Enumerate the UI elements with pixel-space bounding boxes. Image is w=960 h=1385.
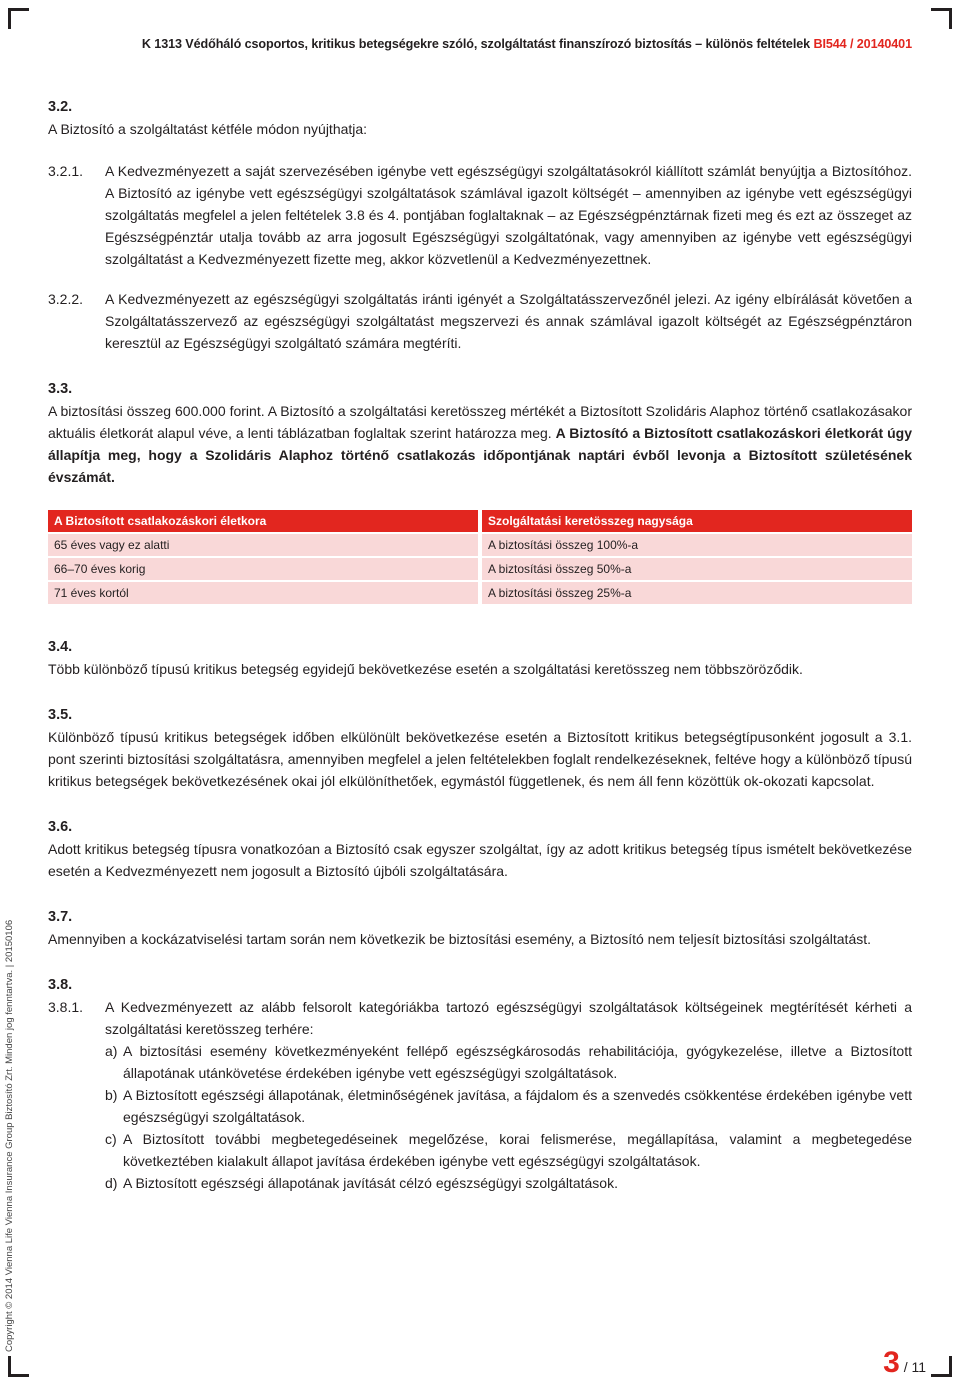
list-item-label: c) bbox=[105, 1131, 117, 1147]
section-3-6-number: 3.6. bbox=[48, 819, 73, 835]
copyright-notice: Copyright © 2014 Vienna Life Vienna Insurance Group Biztosító Zrt. Minden jog fenntartva. | 20150106 bbox=[4, 919, 15, 1352]
list-item-text: A Biztosított egészségi állapotának, életminőségének javítása, a fájdalom és a szenvedés csökkentése érdekében igénybe vett egészségügyi szolgáltatások. bbox=[123, 1087, 912, 1125]
subsection-3-2-2 bbox=[48, 288, 912, 354]
list-item-label: d) bbox=[105, 1175, 118, 1191]
table-cell-amount: A biztosítási összeg 50%-a bbox=[482, 558, 912, 580]
table-row bbox=[48, 582, 912, 604]
section-3-2-number: 3.2. bbox=[48, 99, 73, 115]
list-item bbox=[105, 1040, 912, 1084]
table-header-amount: Szolgáltatási keretösszeg nagysága bbox=[482, 510, 912, 532]
page-header bbox=[48, 37, 912, 51]
subsection-3-2-1 bbox=[48, 160, 912, 270]
list-item-text: A Biztosított további megbetegedéseinek megelőzése, korai felismerése, megállapítása, valamint a megbetegedése következtében kialakult állapot javítása érdekében igénybe vett egészségügyi szolgáltatások. bbox=[123, 1131, 912, 1169]
page-current: 3 bbox=[883, 1346, 900, 1379]
section-3-7-number: 3.7. bbox=[48, 909, 73, 925]
section-3-5-number: 3.5. bbox=[48, 707, 73, 723]
section-3-3-bold: A Biztosító a Biztosított csatlakozáskori életkorát úgy állapítja meg, hogy a Szolidáris Alaphoz történő csatlakozás időpontjának naptári évből levonja a Biztosított születésének évszámát. bbox=[48, 425, 912, 485]
section-3-2-intro: A Biztosító a szolgáltatást kétféle módon nyújthatja: bbox=[48, 121, 368, 137]
crop-mark-top-left bbox=[8, 8, 29, 29]
service-category-list bbox=[105, 1040, 912, 1194]
subsection-3-8-1 bbox=[48, 996, 912, 1040]
section-3-3-plain: A biztosítási összeg 600.000 forint. A Biztosító a szolgáltatási keretösszeg mértékét a Biztosított Szolidáris Alaphoz történő csatlakozásakor aktuális életkorát alapul véve, a lenti táblázatban foglaltak szerint határozza meg. bbox=[48, 403, 912, 441]
page-number bbox=[883, 1346, 926, 1380]
page-total: / 11 bbox=[903, 1359, 926, 1375]
list-item bbox=[105, 1172, 912, 1194]
table-cell-amount: A biztosítási összeg 100%-a bbox=[482, 534, 912, 556]
section-3-5-text: Különböző típusú kritikus betegségek időben elkülönült bekövetkezése esetén a Biztosított kritikus betegségtípusonként jogosult a 3.1. pont szerinti biztosítási szolgáltatásra, amennyiben megfelel a jelen feltételekben foglalt rendelkezéseknek, feltéve hogy a különböző típusú kritikus betegségek bekövetkezésének okai jól elkülöníthetőek, egymástól függetlenek, és nem áll fenn közöttük ok-okozati kapcsolat. bbox=[48, 729, 912, 789]
header-code: BI544 / 20140401 bbox=[813, 37, 912, 51]
subsection-number: 3.8.1. bbox=[48, 999, 84, 1015]
table-cell-age: 65 éves vagy ez alatti bbox=[48, 534, 478, 556]
section-3-6-text: Adott kritikus betegség típusra vonatkozóan a Biztosító csak egyszer szolgáltat, így az adott kritikus betegség típus ismételt bekövetkezése esetén a Kedvezményezett nem jogosult a Biztosító újbóli szolgáltatására. bbox=[48, 841, 912, 879]
section-3-3-text bbox=[48, 400, 912, 488]
subsection-number: 3.2.1. bbox=[48, 163, 84, 179]
table-cell-age: 66–70 éves korig bbox=[48, 558, 478, 580]
list-item-text: A biztosítási esemény következményeként fellépő egészségkárosodás rehabilitációja, gyógykezelése, illetve a Biztosított állapotának utánkövetése érdekében igénybe vett egészségügyi szolgáltatások. bbox=[123, 1043, 912, 1081]
crop-mark-top-right bbox=[931, 8, 952, 29]
list-item bbox=[105, 1084, 912, 1128]
section-3-7-text: Amennyiben a kockázatviselési tartam során nem következik be biztosítási esemény, a Biztosító nem teljesít biztosítási szolgáltatást. bbox=[48, 931, 872, 947]
table-cell-amount: A biztosítási összeg 25%-a bbox=[482, 582, 912, 604]
benefit-table bbox=[48, 508, 912, 606]
table-row bbox=[48, 534, 912, 556]
list-item-label: a) bbox=[105, 1043, 118, 1059]
table-cell-age: 71 éves kortól bbox=[48, 582, 478, 604]
document-body bbox=[48, 96, 912, 1194]
crop-mark-bottom-right bbox=[931, 1356, 952, 1377]
section-3-8-number: 3.8. bbox=[48, 977, 73, 993]
subsection-number: 3.2.2. bbox=[48, 291, 84, 307]
list-item-text: A Biztosított egészségi állapotának javítását célzó egészségügyi szolgáltatások. bbox=[123, 1175, 618, 1191]
subsection-text: A Kedvezményezett a saját szervezésében igénybe vett egészségügyi szolgáltatásokról kiállított számlát benyújtja a Biztosítóhoz. A Biztosító az igénybe vett egészségügyi szolgáltatások számlával igazolt költségét – amennyiben az igénybe vett egészségügyi szolgáltatás megfelel a jelen feltételek 3.8 és 4. pontjában foglaltaknak – az Egészségpénztárnak fizeti meg és ezt az összeget az Egészségpénztár utalja tovább az arra jogosult Egészségügyi szolgáltatónak, vagy amennyiben az igénybe vett egészségügyi szolgáltatást a Kedvezményezett fizette meg, akkor közvetlenül a Kedvezményezettnek. bbox=[105, 163, 912, 267]
table-header-age: A Biztosított csatlakozáskori életkora bbox=[48, 510, 478, 532]
section-3-4-number: 3.4. bbox=[48, 639, 73, 655]
table-row bbox=[48, 558, 912, 580]
header-title: K 1313 Védőháló csoportos, kritikus betegségekre szóló, szolgáltatást finanszírozó biztosítás – különös feltételek bbox=[141, 37, 811, 51]
section-3-4-text: Több különböző típusú kritikus betegség egyidejű bekövetkezése esetén a szolgáltatási keretösszeg nem többszöröződik. bbox=[48, 661, 803, 677]
list-item-label: b) bbox=[105, 1087, 118, 1103]
crop-mark-bottom-left bbox=[8, 1356, 29, 1377]
list-item bbox=[105, 1128, 912, 1172]
subsection-text: A Kedvezményezett az alább felsorolt kategóriákba tartozó egészségügyi szolgáltatások költségeinek megtérítését kérheti a szolgáltatási keretösszeg terhére: bbox=[105, 999, 912, 1037]
subsection-text: A Kedvezményezett az egészségügyi szolgáltatás iránti igényét a Szolgáltatásszervezőnél jelezi. Az igény elbírálását követően a Szolgáltatásszervező az egészségügyi szolgáltatást megszervezi és annak számlával igazolt költségét az Egészségpénztáron keresztül az Egészségügyi szolgáltató számára megtéríti. bbox=[105, 291, 912, 351]
section-3-3-number: 3.3. bbox=[48, 381, 73, 397]
table-header-row bbox=[48, 510, 912, 532]
